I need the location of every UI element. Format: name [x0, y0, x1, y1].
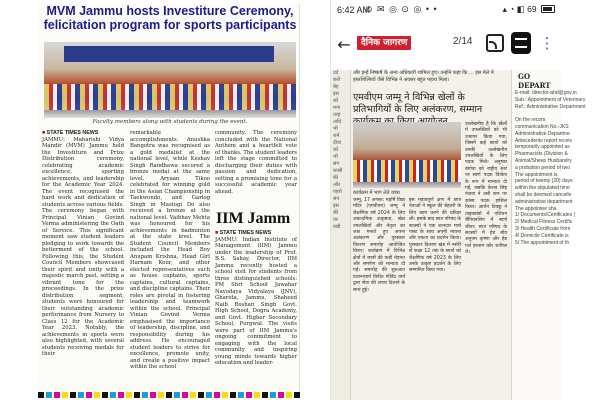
status-time: 6:42 AM: [337, 5, 371, 15]
notice-line: The appointee sha: [515, 205, 557, 212]
state-times-label-2: ■ STATE TIMES NEWS: [215, 230, 297, 237]
epaper-photo-caption: कार्यक्रम में भाग लेते छात्र।: [353, 190, 401, 196]
notice-line: [512, 110, 561, 117]
left-strip-word: शासी: [333, 168, 343, 174]
left-article-column-2: [130, 130, 210, 371]
status-bar: [331, 0, 561, 20]
left-article-column-3: [215, 130, 297, 195]
left-strip-word: की: [333, 175, 339, 181]
left-strip-word: बेह: [333, 84, 339, 90]
epaper-column-2: इस महत्वपूर्ण क्षण में छात्र नेताओं ने स्कूल की बेहतरी के लिए काम करने की प्रतिज्ञा ली। इसके बाद छात्र परिषद के सदस्यों ने एक शानदार मार्च पास्ट के साथ अपनी भावना और एकता का प्रदर्शन किया। पुरस्कार वितरण खंड में नर्सरी से कक्षा 12 तक के छात्रों को शैक्षणिक वर्ष 2023 के लिए उनके उत्कृष्ट प्रदर्शन के लिए सम्मानित किया गया।: [409, 198, 461, 274]
epaper-column-3: उल्लेखनीय है कि खेलों में उपलब्धियों को भी उजागर किया गया, जिसमें कई छात्रों को उनकी उल्लेखनीय उपलब्धियों के लिए पदक मिले। अनुष्का बंगोत्रा को राष्ट्रीय स्तर पर स्वर्ण पदक विजेता के रूप में मान्यता दी गई, जबकि केशव सिंह रंधावा ने उसी स्तर पर कांस्य पदक हासिल किया। आर्यन टिक्कू ने ताइक्वांडो में एशियन चैंपियनशिप में स्वर्ण जीता। छात्र परिषद के सदस्यों में हेड बॉय अनुपम कृष्णा और हेड गर्ल हरनाम कौर शामिल थे।: [465, 122, 507, 256]
state-times-label: ■ STATE TIMES NEWS: [42, 130, 124, 137]
left-strip-word: को: [333, 147, 339, 153]
notice-line: a probation period of two: [515, 164, 571, 171]
iim-article-column: [215, 230, 297, 367]
left-strip-word: तरह: [333, 112, 341, 118]
english-newspaper-clipping: [38, 4, 300, 392]
left-strip-word: भी: [333, 154, 338, 160]
epaper-column-1: जम्मू, 17 अगस्त: महर्षि विद्या मंदिर (एमवीएम) जम्मू ने शैक्षणिक वर्ष 2024 के लिए अकादमिक उत्कृष्टता, खेल उपलब्धियों और नेतृत्व का जश्न मनाते हुए अपना अलंकरण और पुरस्कार वितरण समारोह आयोजित किया। कार्यक्रम में विभिन्न क्षेत्रों में छात्रों की कड़ी मेहनत और समर्पण को मान्यता दी गई। समारोह की शुरुआत प्रधानाचार्य विनीत गोविंद वर्मा द्वारा सेवा की शपथ दिलाने के साथ हुई।: [353, 198, 405, 293]
notice-line: The appointment is: [515, 171, 558, 178]
epaper-event-photo: [353, 122, 461, 188]
notice-line: temporarily appointed as: [515, 144, 570, 151]
left-strip-word: की: [333, 210, 339, 216]
left-column-2-text: remarkable accomplishments. Anushka Bangotra was recognised as a gold medalist at the national level, while Keshav Singh Randhawa secured a bronze medal at the same level. Aryaan Tikoo celebrated for winning gold in the Asian Championship in Taekwondo, and Garlog Singh in Mastogi Do also received a bronze at the national level. Vaibhav Mehta was honoured for his achievements in badminton at the state level. The Student Council Members included the Head Boy Anupam Krishna, Head Girl Harnam Kour, and other elected representatives such as house captains, sports captains, cultural captains, and discipline captains. Their roles are pivotal in fostering leadership and teamwork within the school. Principal Vinian Govind Verma emphasised the importance of leadership, discipline, and responsibility during his address. He encouraged student leaders to strive for excellence, promote unity, and create a positive impact within the school: [130, 130, 210, 370]
left-event-photo: [44, 42, 296, 118]
notice-line: 2/ Medical Fitness Certific: [515, 219, 573, 226]
page-list-icon[interactable]: [511, 32, 531, 54]
notice-line: 3/ Health Certificate from: [515, 225, 571, 232]
left-strip-word: रखी: [333, 224, 341, 230]
notice-line: communication No.-JKS: [515, 123, 569, 130]
left-column-3-text: community. The ceremony concluded with the National Anthem and a heartfelt vote of thanks. The student leaders left the stage committed to discharging their duties with passion and dedication, setting a promising tone for a successful academic year ahead.: [215, 130, 297, 195]
notice-line: Pharmacists (Division &: [515, 151, 568, 158]
epaper-left-column-strip: [331, 70, 351, 400]
iim-jammu-heading: IIM Jamm: [216, 210, 291, 227]
notice-line: 5/ The appointment of th: [515, 239, 570, 246]
dainik-jagran-logo: दैनिक जागरण: [357, 36, 411, 50]
epaper-crowd: [353, 160, 461, 182]
left-strip-word: इस: [333, 203, 339, 209]
crowd-of-students: [44, 84, 296, 110]
left-article-column-1: [42, 130, 124, 358]
notification-icons: ⊙ ✉ ◎ ⊙ ◎ • •: [365, 4, 438, 14]
notice-line: E-mail: director-ahd@gov.in: [515, 90, 577, 96]
page-counter: 2/14: [453, 36, 473, 47]
left-strip-word: अधि: [333, 119, 342, 125]
left-strip-word: मना: [333, 105, 341, 111]
stage-banner: [64, 46, 274, 62]
left-strip-word: करो: [333, 77, 341, 83]
notice-line: Animal/Sheep Husbandry: [515, 157, 572, 164]
left-column-1-text: JAMMU: Maharishi Vidya Mandir (MVM) Jammu held the Investiture and Prize Distribution ceremony, celebrating academic excellence, sporting achievements, and leadership for the Academic Year 2024. The event recognised the hard work and dedication of students across various fields. The ceremony began with Principal Vinian Govind Verma administering the Oath of Service. This significant moment saw student leaders pledging to work towards the betterment of the school. Following this, the Student Council Members showcased their spirit and unity with a majestic march past, setting a vibrant tone for the proceedings. In the prize distribution segment, students were honoured for their outstanding academic performance from Nursery to Class 12 for the Academic Year 2023. Notably, the achievements in sports were also highlighted, with several students receiving medals for their: [42, 136, 124, 357]
left-strip-word: शर्म: [333, 133, 340, 139]
left-strip-word: ओर: [333, 182, 341, 188]
epaper-headline: एमवीएम जम्मू ने विभिन्न खेलों के प्रतिभागियों के लिए अलंकरण, सम्मान: [353, 92, 483, 115]
left-strip-word: पर: [333, 217, 338, 223]
notice-line: administrative department: [515, 198, 573, 205]
notice-line: within the stipulated time: [515, 185, 570, 192]
more-options-icon[interactable]: ⋮: [539, 34, 555, 52]
back-arrow-button[interactable]: ←: [337, 35, 351, 54]
notice-line: Administrative Departme: [515, 130, 570, 137]
left-strip-word: पहरो: [333, 189, 342, 195]
left-strip-word: को: [333, 98, 339, 104]
left-photo-caption: Faculty members along with students during the event.: [92, 119, 248, 125]
notice-line: On the recom: [515, 117, 546, 124]
left-strip-word: दीवा: [333, 140, 342, 146]
government-notice-panel: [511, 70, 586, 400]
iim-article-text: JAMMU: Indian Institute of Management (IIM) Jammu under the leadership of Prof. B.S. Sahay, Director, IIM Jammu recently hosted a school visit for students from three distinguished schools: PM Shri School Jawahar Navodaya Vidyalaya (JNV), Gharota, Jammu, Shaheed Naib Roshan Singh Govt. High School, Dogra Academy, and Govt. Higher Secondary School, Purgwal. The visits were part of IIM Jammu's ongoing commitment to engaging with the local community and inspiring young minds towards higher education and leader-: [215, 236, 297, 366]
left-strip-word: इस: [333, 91, 339, 97]
notice-heading: GO DEPART: [518, 72, 551, 90]
left-strip-word: संग: [333, 161, 340, 167]
notice-line: 1/ Documents/Certificates (: [515, 212, 576, 219]
phone-screenshot: [330, 0, 586, 400]
notice-line: period of twenty (20) days: [515, 178, 573, 185]
notice-lines: [512, 90, 586, 246]
cast-icon[interactable]: [486, 34, 504, 52]
app-toolbar: [331, 20, 561, 70]
battery-icon: [541, 5, 555, 13]
left-strip-word: भी: [333, 126, 338, 132]
left-strip-word: संप: [333, 196, 340, 202]
epaper-page-view[interactable]: [331, 70, 586, 400]
signal-wifi-icons: ▴ ◔ ◧ 69: [502, 4, 537, 14]
print-color-registration-bar: [38, 392, 300, 398]
notice-line: Antecedents report receiv: [515, 137, 572, 144]
left-headline: MVM Jammu hosts Investiture Ceremony, felicitation program for sports participants: [43, 4, 297, 32]
epaper-top-text: और इन्हें निष्कर्ष के अन्य अधिकारी शामिल हुए। उन्होंने कहा कि ... इस मेले में हस्तशिल्पियों जैसे विभिन्न ने अवसर बहुत महत्व मिला।: [353, 70, 494, 83]
notice-line: Ref.: Administrative Department: [515, 103, 586, 110]
notice-line: 4/ Domicile Certificate is: [515, 232, 569, 239]
status-indicators: [503, 4, 555, 15]
left-strip-word: उर्द: [333, 70, 339, 76]
notice-line: Sub.: Appointment of Veterinary: [515, 96, 586, 103]
notice-line: shall be deemed cancelle: [515, 191, 572, 198]
